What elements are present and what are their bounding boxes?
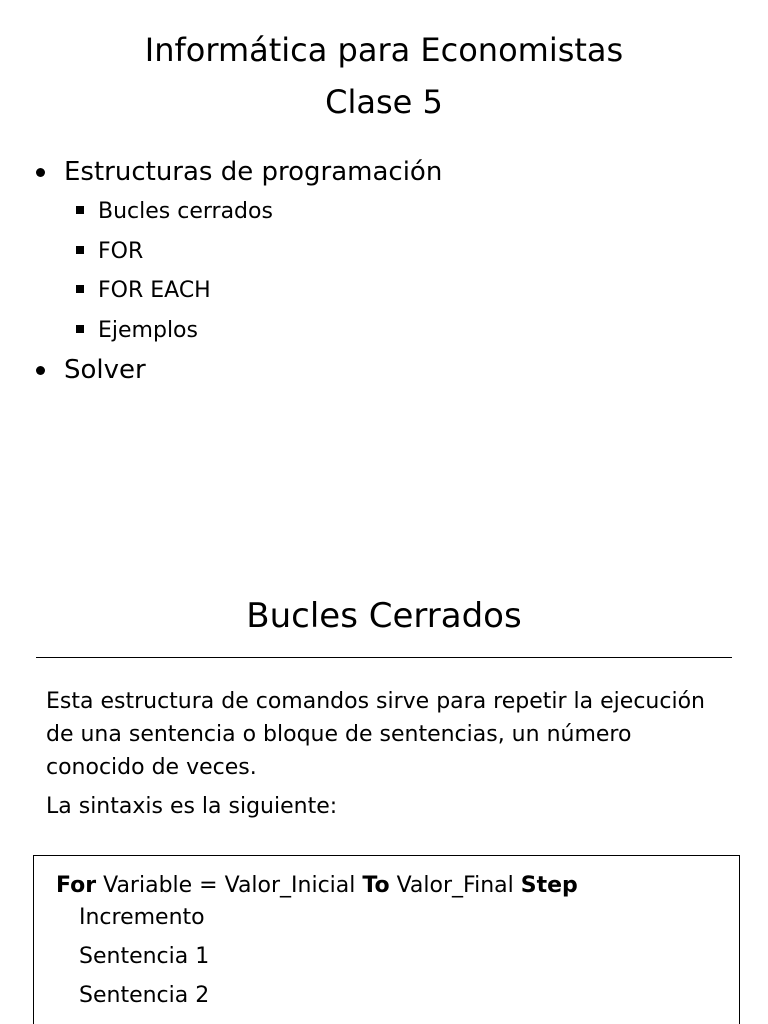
sub-bullet-label: Bucles cerrados bbox=[98, 199, 273, 224]
keyword-step: Step bbox=[520, 873, 578, 898]
bullet-item bbox=[36, 350, 736, 390]
bullet-list bbox=[36, 152, 736, 390]
syntax-box bbox=[33, 855, 740, 1024]
title-divider bbox=[36, 657, 732, 658]
bullet-label: Solver bbox=[64, 355, 146, 385]
title-line-2: Clase 5 bbox=[325, 83, 443, 121]
section-title: Bucles Cerrados bbox=[246, 596, 522, 636]
bullet-dot-icon bbox=[36, 366, 45, 375]
title-line-1: Informática para Economistas bbox=[144, 31, 624, 69]
syntax-line-4: Sentencia 2 bbox=[79, 983, 210, 1008]
keyword-for: For bbox=[56, 873, 97, 898]
square-bullet-icon bbox=[76, 246, 84, 254]
square-bullet-icon bbox=[76, 325, 84, 333]
sub-bullet-item bbox=[36, 192, 736, 232]
syntax-line-2: Incremento bbox=[79, 905, 205, 930]
bullet-item bbox=[36, 152, 736, 192]
slide-title bbox=[0, 24, 768, 128]
syntax-final-part: Valor_Final bbox=[389, 873, 521, 898]
sub-bullet-label: FOR EACH bbox=[98, 278, 211, 303]
sub-bullet-list bbox=[36, 192, 736, 350]
syntax-line-1 bbox=[56, 870, 578, 902]
square-bullet-icon bbox=[76, 285, 84, 293]
syntax-intro: La sintaxis es la siguiente: bbox=[46, 794, 338, 819]
sub-bullet-item bbox=[36, 232, 736, 272]
sub-bullet-item bbox=[36, 311, 736, 351]
description-paragraph: Esta estructura de comandos sirve para repetir la ejecución de una sentencia o bloque de sentencias, un número conocido de veces. bbox=[46, 689, 705, 780]
bullet-dot-icon bbox=[36, 168, 45, 177]
sub-bullet-label: Ejemplos bbox=[98, 317, 198, 343]
sub-bullet-item bbox=[36, 271, 736, 311]
square-bullet-icon bbox=[76, 206, 84, 214]
syntax-variable-part: Variable = Valor_Inicial bbox=[96, 873, 363, 898]
syntax-line-3: Sentencia 1 bbox=[79, 944, 210, 969]
bullet-label: Estructuras de programación bbox=[64, 157, 443, 187]
sub-bullet-label: FOR bbox=[98, 238, 144, 264]
keyword-to: To bbox=[362, 873, 390, 898]
